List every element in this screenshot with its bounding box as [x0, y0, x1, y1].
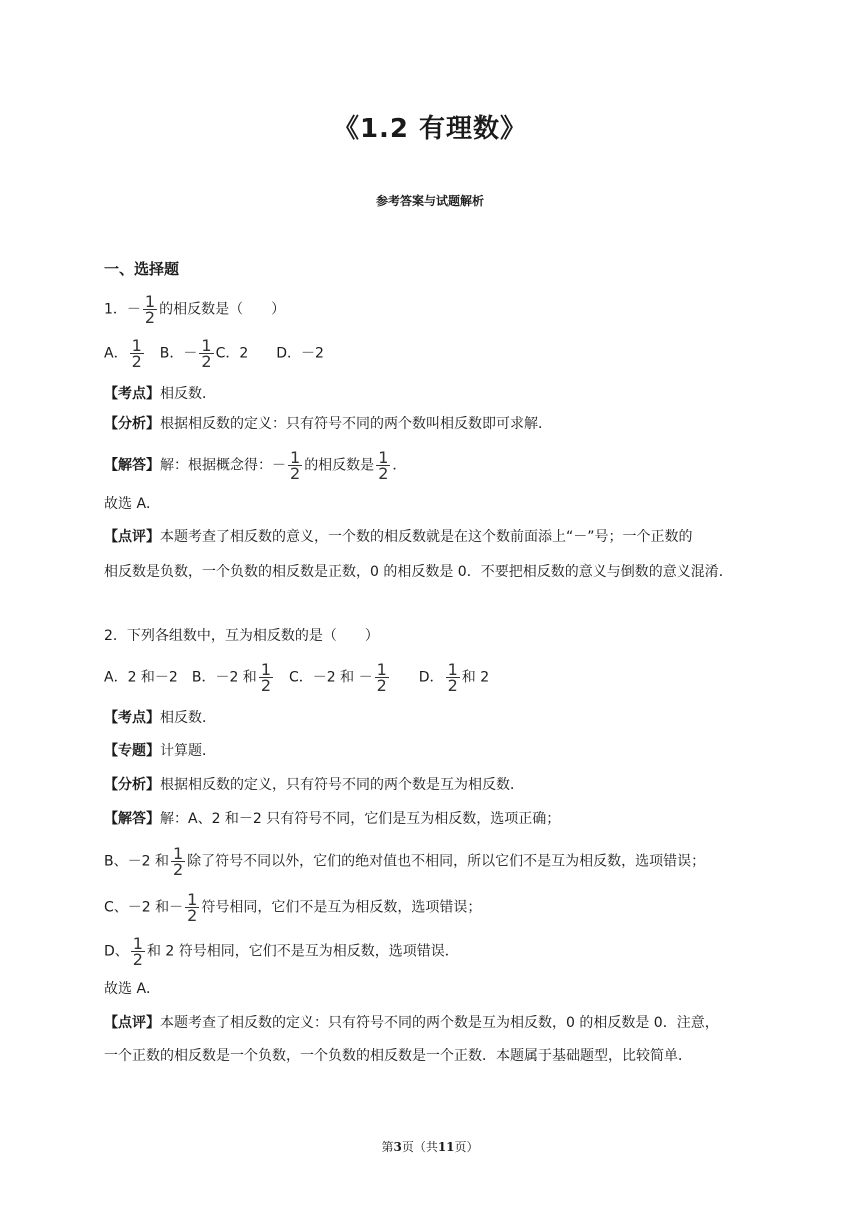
fraction-one-half: $\frac{1}{2}$: [376, 660, 387, 695]
q1-jieda: 【解答】解：根据概念得：－ $\frac{1}{2}$ 的相反数是 $\frac{1}{2}$ ．: [104, 448, 407, 483]
q2-kaodian: 【考点】相反数．: [104, 710, 216, 726]
q1-stem: 1．－ $\frac{1}{2}$ 的相反数是（ ）: [104, 292, 286, 327]
fraction-one-half: $\frac{1}{2}$: [201, 336, 212, 371]
page-title: 《1.2 有理数》: [332, 114, 528, 144]
q1-guxuan: 故选 A．: [104, 496, 161, 512]
q2-jieda: 【解答】解：A、2 和－2 只有符号不同，它们是互为相反数，选项正确；: [104, 811, 561, 827]
q2-dianping-line2: 一个正数的相反数是一个负数，一个负数的相反数是一个正数．本题属于基础题型，比较简单．: [104, 1048, 692, 1064]
q2-stem: 2．下列各组数中，互为相反数的是（ ）: [104, 628, 379, 644]
q1-fenxi: 【分析】根据相反数的定义：只有符号不同的两个数叫相反数即可求解．: [104, 416, 552, 432]
q2-option-b-explain: B、－2 和 $\frac{1}{2}$ 除了符号不同以外，它们的绝对值也不相同，所以它们不是互为相反数，选项错误；: [104, 844, 706, 879]
page-footer: 第3页（共11页）: [381, 1140, 479, 1154]
fraction-one-half: $\frac{1}{2}$: [260, 660, 271, 695]
fraction-one-half: $\frac{1}{2}$: [447, 660, 458, 695]
q1-kaodian: 【考点】相反数．: [104, 386, 216, 402]
q2-options: A．2 和－2 B．－2 和 $\frac{1}{2}$ C．－2 和 － $\frac{1}{2}$ D． $\frac{1}{2}$ 和 2: [104, 660, 490, 695]
fraction-one-half: $\frac{1}{2}$: [290, 448, 301, 483]
fraction-one-half: $\frac{1}{2}$: [187, 890, 198, 925]
q2-option-c-explain: C、－2 和－ $\frac{1}{2}$ 符号相同，它们不是互为相反数，选项错误；: [104, 890, 482, 925]
q2-option-d-explain: D、 $\frac{1}{2}$ 和 2 符号相同，它们不是互为相反数，选项错误．: [104, 934, 459, 969]
q1-dianping-line2: 相反数是负数，一个负数的相反数是正数，0 的相反数是 0．不要把相反数的意义与倒数的意义混淆．: [104, 564, 733, 580]
q2-zhuanti: 【专题】计算题．: [104, 743, 216, 759]
fraction-one-half: $\frac{1}{2}$: [172, 844, 184, 879]
section-title: 一、选择题: [104, 260, 180, 278]
q2-guxuan: 故选 A．: [104, 981, 161, 997]
q2-dianping-line1: 【点评】本题考查了相反数的定义：只有符号不同的两个数是互为相反数，0 的相反数是 0．注意，: [104, 1015, 719, 1031]
fraction-one-half: $\frac{1}{2}$: [378, 448, 389, 483]
q1-dianping-line1: 【点评】本题考查了相反数的意义，一个数的相反数就是在这个数前面添上“－”号；一个正数的: [104, 529, 693, 545]
q1-options: A． $\frac{1}{2}$ B．－ $\frac{1}{2}$ C．2 D．－2: [104, 336, 324, 371]
page-subtitle: 参考答案与试题解析: [375, 194, 484, 208]
fraction-one-half: $\frac{1}{2}$: [131, 336, 142, 371]
q2-fenxi: 【分析】根据相反数的定义，只有符号不同的两个数是互为相反数．: [104, 777, 524, 793]
fraction-one-half: $\frac{1}{2}$: [132, 934, 143, 969]
fraction-one-half: $\frac{1}{2}$: [144, 292, 156, 327]
